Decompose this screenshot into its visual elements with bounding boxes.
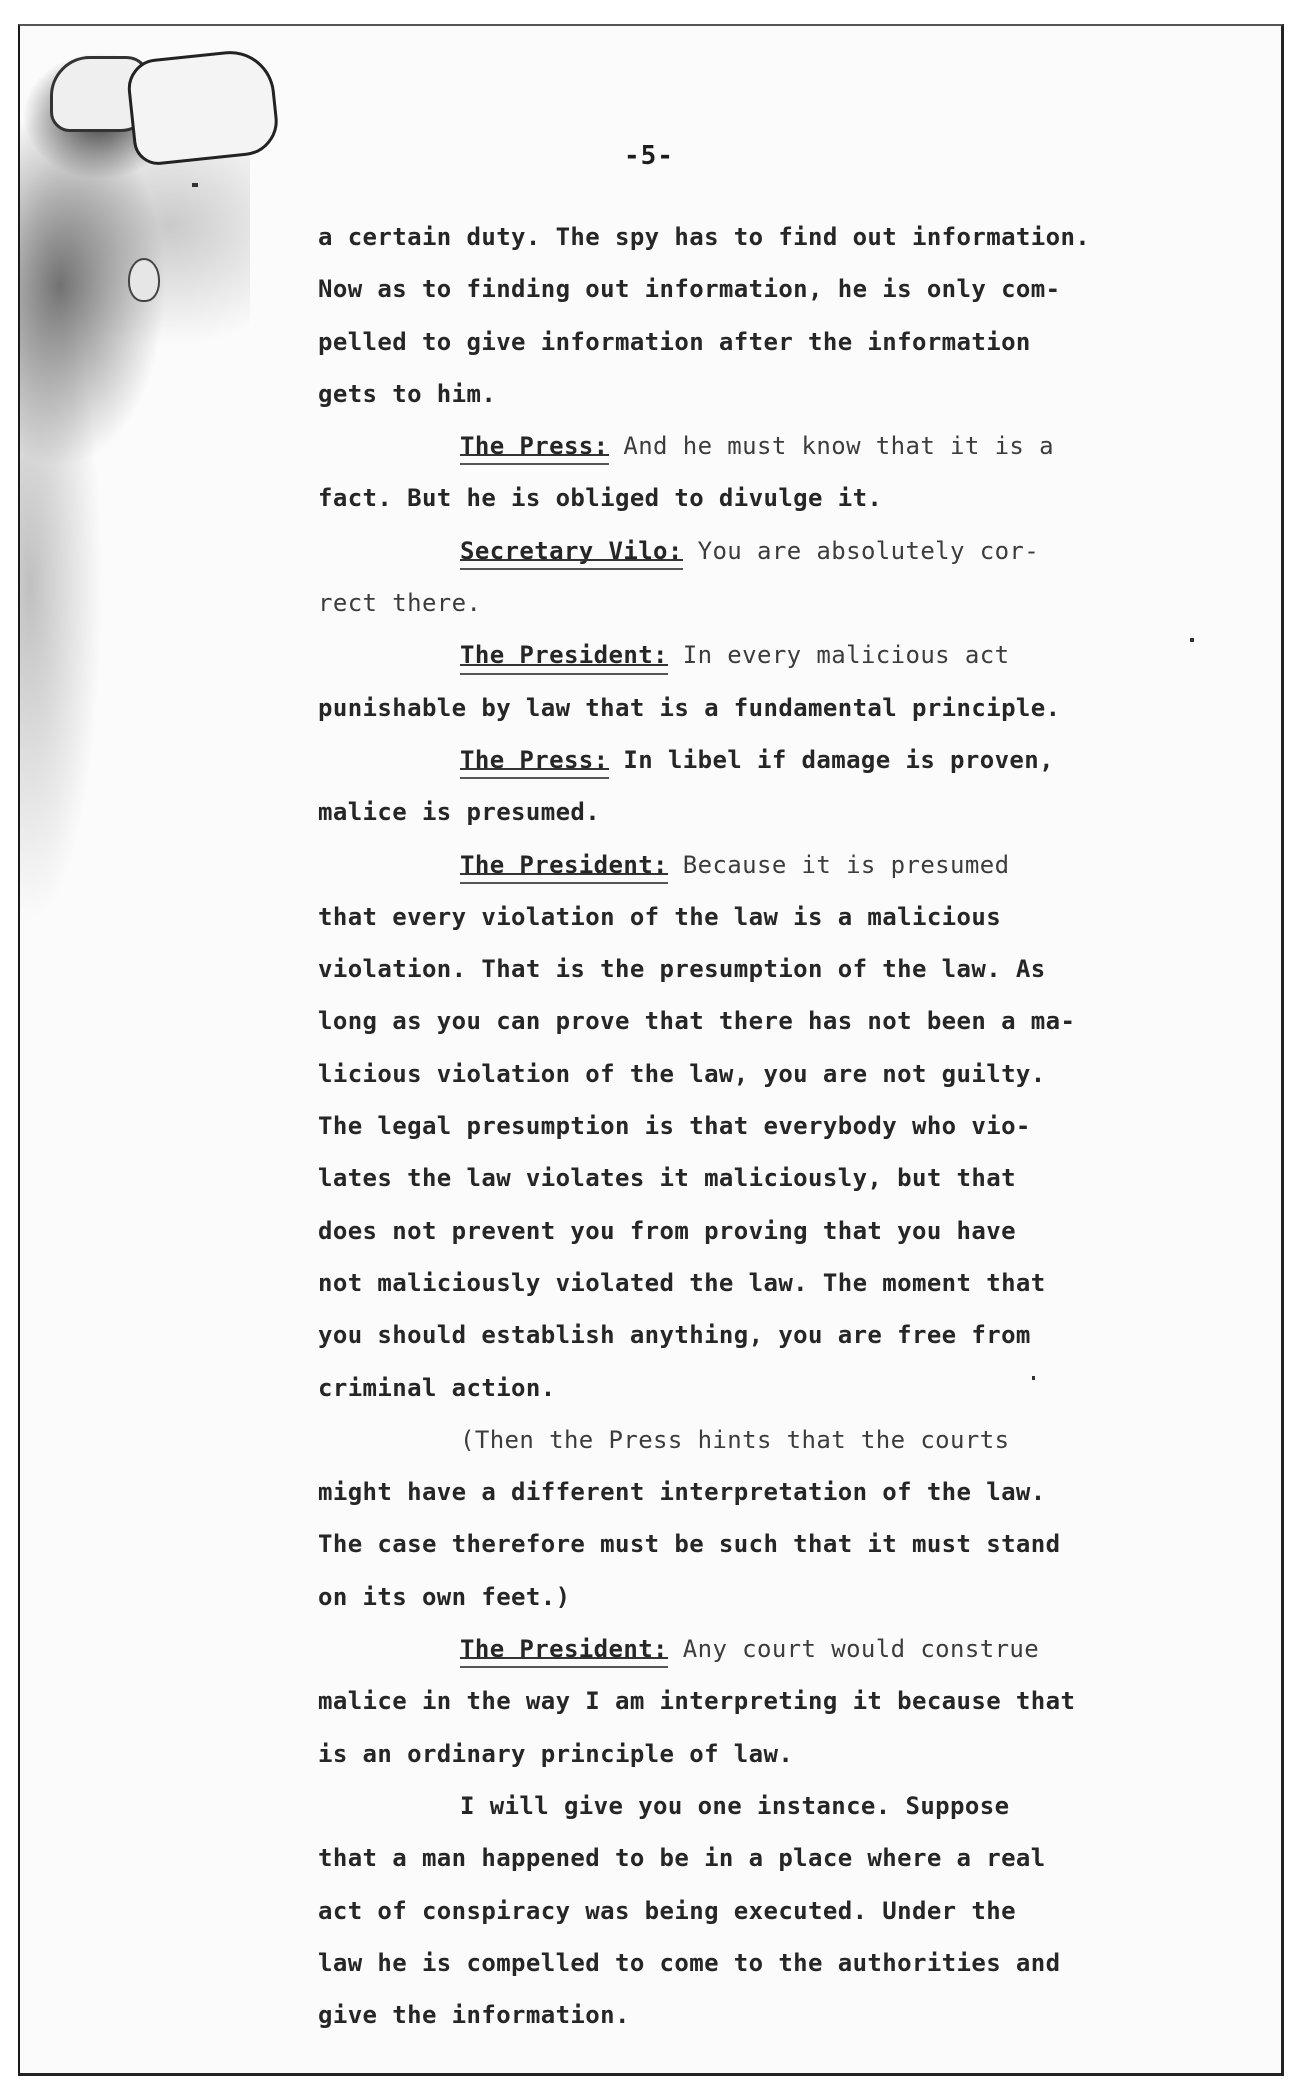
- text-line: [318, 1257, 1138, 1309]
- speaker-label: The President:: [460, 629, 668, 681]
- line-text: You are absolutely cor-: [682, 536, 1040, 565]
- line-text: that a man happened to be in a place where a real: [318, 1844, 1046, 1873]
- text-line: [318, 734, 1138, 786]
- text-line: [318, 891, 1138, 943]
- line-text: In libel if damage is proven,: [608, 745, 1054, 774]
- stain-drop: [128, 258, 160, 302]
- line-text: criminal action.: [318, 1373, 556, 1402]
- text-line: [318, 1362, 1138, 1414]
- line-text: does not prevent you from proving that you have: [318, 1216, 1016, 1245]
- text-line: [318, 1518, 1138, 1570]
- text-line: [318, 577, 1138, 629]
- text-line: [318, 1205, 1138, 1257]
- text-line: [318, 525, 1138, 577]
- line-text: licious violation of the law, you are not guilty.: [318, 1059, 1046, 1088]
- text-line: [318, 839, 1138, 891]
- line-text: I will give you one instance. Suppose: [460, 1791, 1010, 1820]
- text-line: [318, 629, 1138, 681]
- ink-speck: [1190, 638, 1194, 642]
- line-text: gets to him.: [318, 379, 497, 408]
- text-line: [318, 1937, 1138, 1989]
- line-text: act of conspiracy was being executed. Under the: [318, 1896, 1016, 1925]
- line-text: rect there.: [318, 589, 482, 618]
- line-text: might have a different interpretation of the law.: [318, 1478, 1046, 1507]
- line-text: malice in the way I am interpreting it because that: [318, 1687, 1076, 1716]
- line-text: is an ordinary principle of law.: [318, 1739, 794, 1768]
- line-text: not maliciously violated the law. The moment that: [318, 1268, 1046, 1297]
- text-line: [318, 1048, 1138, 1100]
- line-text: The legal presumption is that everybody who vio-: [318, 1112, 1031, 1141]
- text-line: [318, 1309, 1138, 1361]
- page-number: -5-: [624, 141, 674, 171]
- text-line: [318, 1885, 1138, 1937]
- line-text: Because it is presumed: [667, 850, 1010, 879]
- text-line: [318, 1989, 1138, 2041]
- document-page: [18, 24, 1284, 2076]
- speaker-label: The President:: [460, 1623, 668, 1675]
- speaker-label: The President:: [460, 839, 668, 891]
- speaker-label: The Press:: [460, 420, 609, 472]
- speaker-label: Secretary Vilo:: [460, 525, 683, 577]
- water-stain: [20, 26, 250, 926]
- line-text: Now as to finding out information, he is only com-: [318, 275, 1061, 304]
- line-text: violation. That is the presumption of the law. As: [318, 955, 1046, 984]
- line-text: (Then the Press hints that the courts: [460, 1425, 1010, 1454]
- line-text: punishable by law that is a fundamental principle.: [318, 693, 1061, 722]
- line-text: And he must know that it is a: [608, 432, 1054, 461]
- text-line: [318, 316, 1138, 368]
- text-line: [318, 1728, 1138, 1780]
- line-text: law he is compelled to come to the authorities and: [318, 1948, 1061, 1977]
- text-line: [318, 1780, 1138, 1832]
- text-line: [318, 1832, 1138, 1884]
- line-text: you should establish anything, you are free from: [318, 1321, 1031, 1350]
- line-text: lates the law violates it maliciously, but that: [318, 1164, 1016, 1193]
- text-line: [318, 995, 1138, 1047]
- speaker-label: The Press:: [460, 734, 609, 786]
- text-line: [318, 1675, 1138, 1727]
- ink-speck: [192, 183, 198, 187]
- line-text: a certain duty. The spy has to find out information.: [318, 223, 1091, 251]
- text-line: [318, 472, 1138, 524]
- line-text: In every malicious act: [667, 641, 1010, 670]
- line-text: Any court would construe: [667, 1635, 1040, 1664]
- text-line: [318, 1152, 1138, 1204]
- stain-blot: [125, 47, 281, 168]
- transcript-body: [318, 211, 1138, 2041]
- text-line: [318, 1466, 1138, 1518]
- text-line: [318, 1414, 1138, 1466]
- text-line: [318, 1623, 1138, 1675]
- text-line: [318, 943, 1138, 995]
- line-text: fact. But he is obliged to divulge it.: [318, 484, 883, 513]
- text-line: [318, 682, 1138, 734]
- line-text: that every violation of the law is a malicious: [318, 902, 1002, 931]
- line-text: give the information.: [318, 2001, 630, 2030]
- line-text: on its own feet.): [318, 1582, 571, 1611]
- text-line: [318, 420, 1138, 472]
- text-line: [318, 263, 1138, 315]
- line-text: The case therefore must be such that it must stand: [318, 1530, 1061, 1559]
- text-line: [318, 211, 1138, 263]
- line-text: malice is presumed.: [318, 798, 601, 827]
- line-text: long as you can prove that there has not been a ma-: [318, 1007, 1076, 1036]
- text-line: [318, 368, 1138, 420]
- line-text: pelled to give information after the information: [318, 327, 1031, 356]
- text-line: [318, 1571, 1138, 1623]
- text-line: [318, 786, 1138, 838]
- text-line: [318, 1100, 1138, 1152]
